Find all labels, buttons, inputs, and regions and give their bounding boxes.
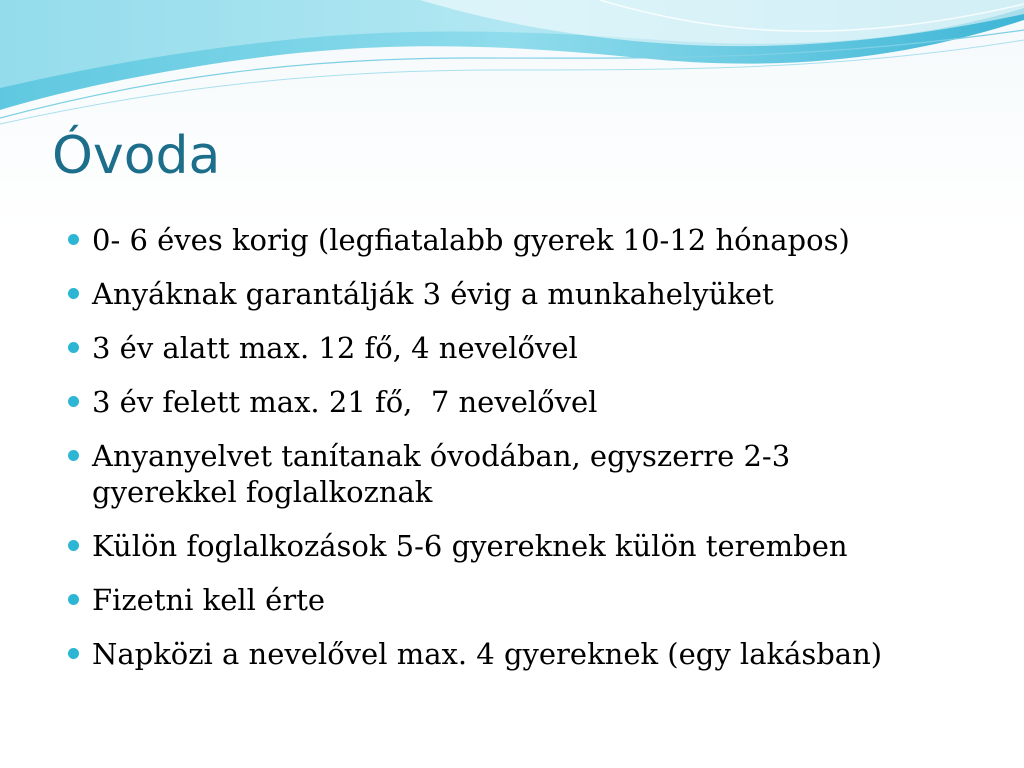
bullet-list [66, 222, 966, 690]
list-item-text: Anyáknak garantálják 3 évig a munkahelyüket [92, 277, 774, 311]
list-item [66, 330, 966, 366]
bullet-icon [68, 342, 79, 353]
slide-title: Óvoda [52, 126, 221, 186]
bullet-icon [68, 540, 79, 551]
list-item-text: Napközi a nevelővel max. 4 gyereknek (egy lakásban) [92, 637, 883, 671]
list-item [66, 222, 966, 258]
bullet-icon [68, 594, 79, 605]
list-item [66, 438, 966, 510]
bullet-icon [68, 396, 79, 407]
bullet-icon [68, 648, 79, 659]
bullet-icon [68, 288, 79, 299]
list-item [66, 636, 966, 672]
list-item [66, 528, 966, 564]
list-item-text: Külön foglalkozások 5-6 gyereknek külön teremben [92, 529, 848, 563]
list-item-text: 3 év alatt max. 12 fő, 4 nevelővel [92, 331, 578, 365]
list-item-text: 3 év felett max. 21 fő, 7 nevelővel [92, 385, 598, 419]
list-item-text: Anyanyelvet tanítanak óvodában, egyszerre 2-3 gyerekkel foglalkoznak [92, 439, 791, 509]
list-item-text: 0- 6 éves korig (legfiatalabb gyerek 10-12 hónapos) [92, 223, 850, 257]
bullet-icon [68, 234, 79, 245]
bullet-icon [68, 450, 79, 461]
list-item [66, 384, 966, 420]
list-item-text: Fizetni kell érte [92, 583, 326, 617]
list-item [66, 582, 966, 618]
decorative-wave-header [0, 0, 1024, 130]
list-item [66, 276, 966, 312]
